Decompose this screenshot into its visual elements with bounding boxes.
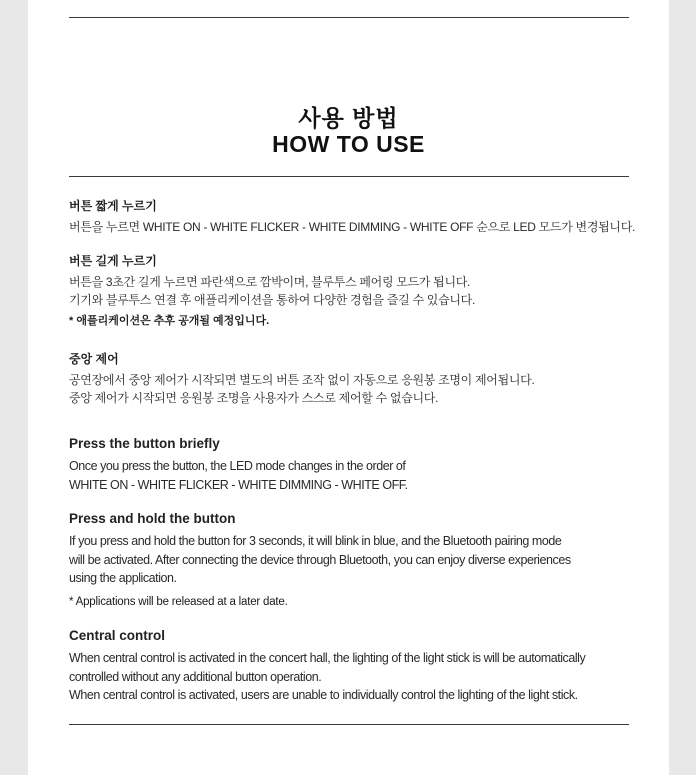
section-note: * 애플리케이션은 추후 공개될 예정입니다. [69,315,270,327]
title-korean: 사용 방법 [298,105,399,131]
bottom-divider [69,724,629,725]
section-text: Once you press the button, the LED mode changes in the order of [69,459,406,473]
section-text: 공연장에서 중앙 제어가 시작되면 별도의 버튼 조작 없이 자동으로 응원봉 조명이 제어됩니다. [69,373,535,387]
section-en-short-press [69,435,644,494]
top-divider [69,17,629,18]
section-en-long-press [69,510,644,610]
section-heading: Press the button briefly [69,436,220,451]
section-ko-short-press [69,198,644,236]
section-ko-central-control [69,351,644,407]
section-heading: Press and hold the button [69,511,236,526]
section-text: 중앙 제어가 시작되면 응원봉 조명을 사용자가 스스로 제어할 수 없습니다. [69,391,439,405]
section-note: * Applications will be released at a later date. [69,595,288,608]
section-heading: Central control [69,628,166,643]
section-text: If you press and hold the button for 3 seconds, it will blink in blue, and the Bluetooth pairing mode [69,534,562,548]
manual-page [28,0,669,775]
title-english: HOW TO USE [272,131,425,157]
section-text: 기기와 블루투스 연결 후 애플리케이션을 통하여 다양한 경험을 즐길 수 있습니다. [69,293,476,307]
section-text: WHITE ON - WHITE FLICKER - WHITE DIMMING - WHITE OFF. [69,477,408,492]
section-text: When central control is activated in the concert hall, the lighting of the light stick is will be automatically [69,651,586,665]
section-text: 버튼을 누르면 WHITE ON - WHITE FLICKER - WHITE DIMMING - WHITE OFF 순으로 LED 모드가 변경됩니다. [69,220,636,234]
section-ko-long-press [69,253,644,329]
section-text: controlled without any additional button operation. [69,669,322,684]
section-heading: 버튼 짧게 누르기 [69,199,157,213]
section-en-central-control [69,627,659,705]
section-text: will be activated. After connecting the device through Bluetooth, you can enjoy diverse experiences [69,552,571,567]
section-text: When central control is activated, users are unable to individually control the lighting of the light stick. [69,688,578,702]
title-divider [69,176,629,177]
section-text: 버튼을 3초간 길게 누르면 파란색으로 깜박이며, 블루투스 페어링 모드가 됩니다. [69,275,471,289]
section-text: using the application. [69,571,177,585]
section-heading: 중앙 제어 [69,352,119,366]
section-heading: 버튼 길게 누르기 [69,254,157,268]
